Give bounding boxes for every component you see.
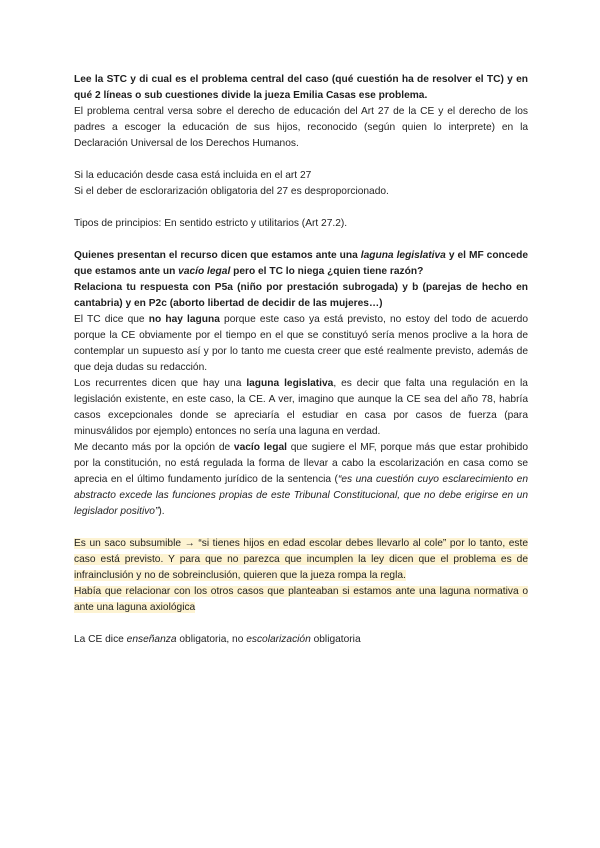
document-page — [74, 72, 528, 648]
principles-line: Tipos de principios: En sentido estricto y utilitarios (Art 27.2). — [74, 218, 348, 229]
closing-line: La CE dice enseñanza obligatoria, no escolarización obligatoria — [74, 634, 361, 645]
highlighted-paragraph-2: Había que relacionar con los otros casos que planteaban si estamos ante una laguna normativa o ante una laguna axiológica — [74, 586, 528, 613]
sub-question-line-2: Si el deber de esclorarización obligatoria del 27 es desproporcionado. — [74, 186, 389, 197]
highlighted-paragraph-1: Es un saco subsumible → “si tienes hijos en edad escolar debes llevarlo al cole” por lo tanto, este caso está previsto. Y para que no parezca que incumplen la ley dicen que el problema es de infrainclusión y no de sobreinclusión, quieren que la jueza rompa la regla. — [74, 538, 528, 581]
question-3: Relaciona tu respuesta con P5a (niño por prestación subrogada) y b (parejas de hecho en cantabria) y en P2c (aborto libertad de decidir de las mujeres…) — [74, 282, 528, 309]
paragraph-vacio-legal: Me decanto más por la opción de vacío legal que sugiere el MF, porque más que estar prohibido por la constitución, no está regulada la forma de llevar a cabo la escolarización en casa como se aprecia en el último fundamento jurídico de la sentencia (“es una cuestión cuyo esclarecimiento en abstracto excede las funciones propias de este Tribunal Constitucional, que no debe erigirse en un legislador positivo”). — [74, 442, 529, 517]
sub-question-line-1: Si la educación desde casa está incluida en el art 27 — [74, 170, 312, 181]
paragraph-central-problem: El problema central versa sobre el derecho de educación del Art 27 de la CE y el derecho de los padres a escoger la educación de sus hijos, reconocido (según quien lo interprete) en la Declaración Universal de los Derechos Humanos. — [74, 106, 528, 149]
question-1: Lee la STC y di cual es el problema central del caso (qué cuestión ha de resolver el TC) y en qué 2 líneas o sub cuestiones divide la jueza Emilia Casas ese problema. — [74, 74, 528, 101]
question-2: Quienes presentan el recurso dicen que estamos ante una laguna legislativa y el MF concede que estamos ante un vacío legal pero el TC lo niega ¿quien tiene razón? — [74, 250, 528, 277]
paragraph-tc: El TC dice que no hay laguna porque este caso ya está previsto, no estoy del todo de acuerdo porque la CE obviamente por el tiempo en el que se constituyó sería menos proclive a la hora de contemplar un supuesto así y por lo tanto me cuesta creer que esté realmente previsto, además de que deja dudas su redacción. — [74, 314, 528, 373]
paragraph-recurrentes: Los recurrentes dicen que hay una laguna legislativa, es decir que falta una regulación en la legislación existente, en este caso, la CE. A ver, imagino que aunque la CE sea del año 78, habría casos excepcionales donde se apreciaría el estudiar en casa por casos de fuerza (para minusválidos por ejemplo) entonces no sería una laguna en verdad. — [74, 378, 528, 437]
